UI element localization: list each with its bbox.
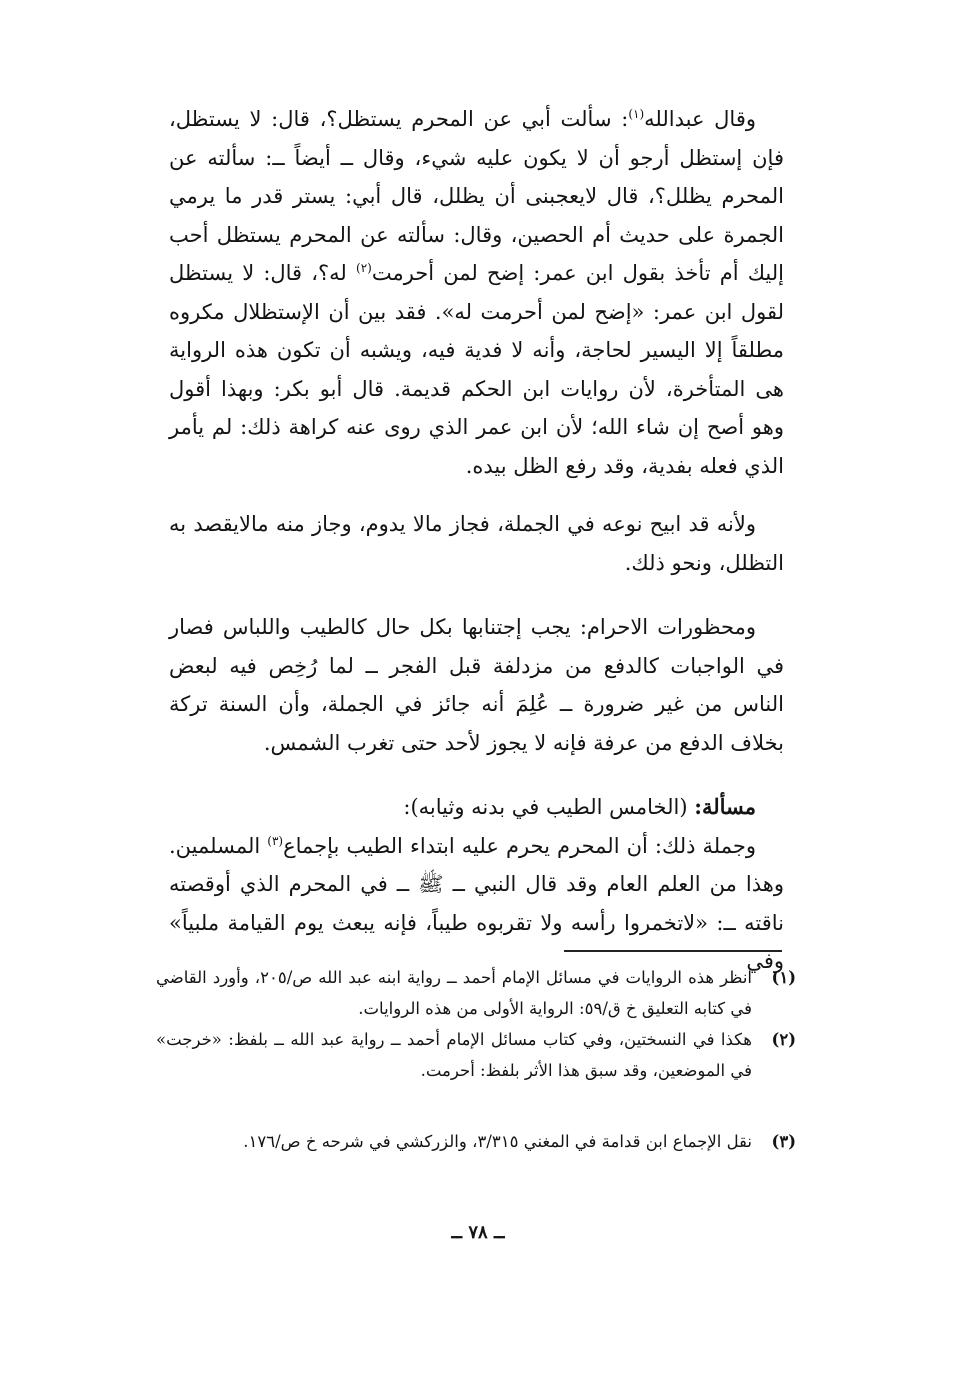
paragraph-3: ومحظورات الاحرام: يجب إجتنابها بكل حال كالطيب واللباس فصار في الواجبات كالدفع من مزدلفة قبل الفجر ــ لما رُخِص فيه لبعض الناس من غير ضرورة ــ عُلِمَ أنه جائز في الجملة، وأن السنة تركة بخلاف الدفع من عرفة فإنه لا يجوز لأحد حتى تغرب الشمس. (169, 615, 784, 755)
paragraph-1-part-b: : سألت أبي عن المحرم يستظل؟، قال: لا يستظل، فإن إستظل أرجو أن لا يكون عليه شيء، وقال ــ أيضاً ــ: سألته عن المحرم يظلل؟، قال لايعجبنى أن يظلل، قال أبي: يستر قدر ما يرمي الجمرة على حديث أم الحصين، وقال: سألته عن المحرم يستظل أحب إليك أم تأخذ بقول ابن عمر: إضح لمن أحرمت (169, 107, 784, 285)
paragraph-1-part-a: وقال عبدالله (644, 107, 756, 131)
paragraph-1 (169, 100, 784, 485)
main-text (169, 100, 784, 981)
page-number: ــ ٧٨ ــ (451, 1222, 505, 1243)
paragraph-1-part-c: له؟، قال: لا يستظل لقول ابن عمر: «إضح لمن أحرمت له». فقد بين أن الإستظلال مكروه مطلقاً إلا اليسير لحاجة، وأنه لا فدية فيه، ويشبه أن تكون هذه الرواية هى المتأخرة، لأن روايات ابن الحكم قديمة. قال أبو بكر: وبهذا أقول وهو أصح إن شاء الله؛ لأن ابن عمر الذي روى عنه كراهة ذلك: لم يأمر الذي فعله بفدية، وقد رفع الظل بيده. (169, 261, 785, 478)
footnote-text: انظر هذه الروايات في مسائل الإمام أحمد ــ رواية ابنه عبد الله ص/٢٠٥، وأورد القاضي في كتابه التعليق خ ق/٥٩: الرواية الأولى من هذه الروايات. (156, 968, 752, 1018)
paragraph-gap (169, 485, 784, 505)
paragraph-gap (169, 582, 784, 608)
footnote-number: (١) (771, 968, 796, 987)
footnote-2 (156, 1024, 796, 1086)
footnote-number: (٢) (771, 1030, 796, 1049)
paragraph-4-part-a: وجملة ذلك: أن المحرم يحرم عليه ابتداء الطيب بإجماع (283, 833, 757, 858)
footnote-3 (156, 1126, 796, 1157)
footnote-1 (156, 962, 796, 1024)
footnote-text: نقل الإجماع ابن قدامة في المغني ٣/٣١٥، والزركشي في شرحه خ ص/١٧٦. (243, 1132, 752, 1151)
footnote-ref-2: (٢) (356, 261, 372, 275)
footnote-ref-3: (٣) (267, 833, 284, 848)
masala-label: مسألة: (694, 794, 756, 819)
footnotes (156, 962, 796, 1157)
paragraph-2: ولأنه قد ابيح نوعه في الجملة، فجاز مالا يدوم، وجاز منه مالايقصد به التظلل، ونحو ذلك. (169, 512, 784, 575)
footnote-separator (564, 950, 782, 952)
footnote-text: هكذا في النسختين، وفي كتاب مسائل الإمام أحمد ــ رواية عبد الله ــ بلفظ: «خرجت» في الموضعين، وقد سبق هذا الأثر بلفظ: أحرمت. (156, 1030, 752, 1080)
masala-title: (الخامس الطيب في بدنه وثيابه): (403, 795, 695, 819)
footnote-gap (156, 1086, 796, 1126)
masala-heading (169, 788, 784, 827)
paragraph-4-part-b: المسلمين. وهذا من العلم العام وقد قال النبي ــ ﷺ ــ في المحرم الذي أوقصته ناقته ــ: «لاتخمروا رأسه ولا تقربوه طيباً، فإنه يبعث يوم القيامة ملبياً» وفي (169, 833, 784, 973)
paragraph-gap (169, 762, 784, 788)
footnote-ref-1: (١) (628, 107, 645, 121)
footnote-number: (٣) (771, 1132, 796, 1151)
paragraph-4 (169, 827, 784, 981)
